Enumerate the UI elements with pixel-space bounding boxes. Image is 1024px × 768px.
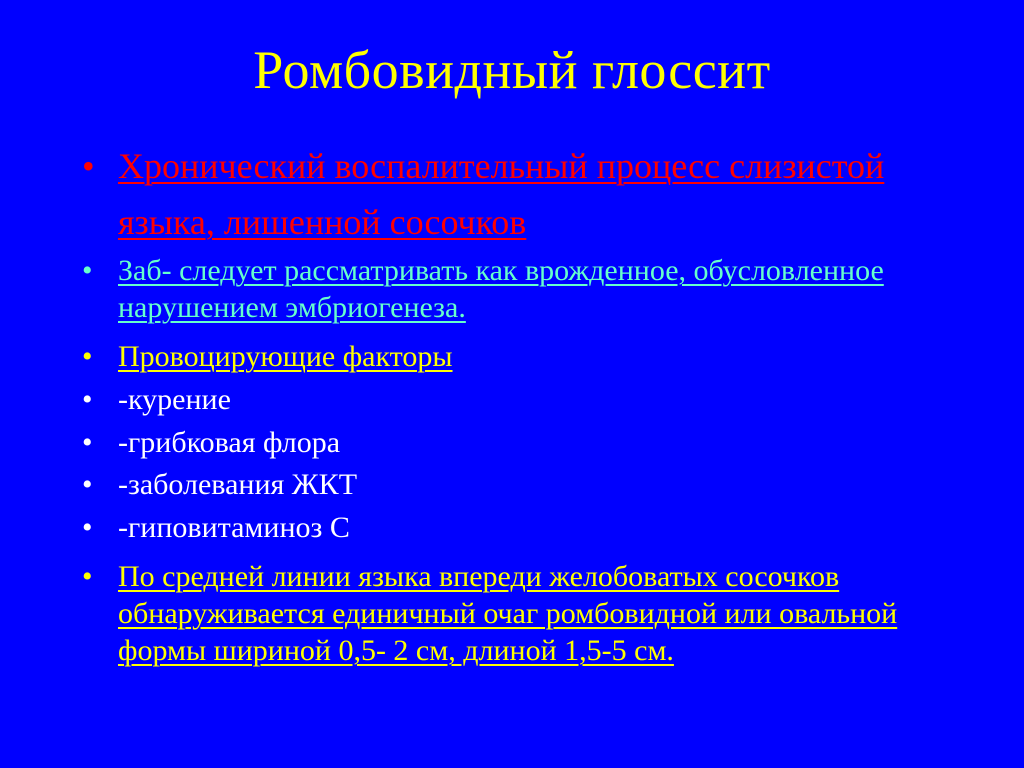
bullet-text: -гиповитаминоз С — [118, 511, 350, 544]
bullet-text: Заб- следует рассматривать как врожденное, обусловленное нарушением эмбриогенеза. — [118, 254, 884, 324]
bullet-text: -курение — [118, 383, 231, 416]
bullet-text: -грибковая флора — [118, 426, 341, 459]
bullet-icon: • — [82, 511, 93, 544]
bullet-text: Провоцирующие факторы — [118, 340, 453, 373]
bullet-icon: • — [82, 254, 93, 287]
bullet-text: -заболевания ЖКТ — [118, 468, 358, 501]
bullet-icon: • — [82, 340, 93, 373]
bullet-icon: • — [82, 560, 93, 593]
slide-title: Ромбовидный глоссит — [253, 40, 771, 100]
bullet-text: По средней линии языка впереди желобоватых сосочков обнаруживается единичный очаг ромбовидной или овальной формы шириной 0,5- 2 см, длиной 1,5-5 см. — [118, 560, 898, 667]
bullet-icon: • — [82, 383, 93, 416]
bullet-icon: • — [82, 146, 95, 186]
bullet-text: Хронический воспалительный процесс слизистой языка, лишенной сосочков — [118, 146, 885, 242]
bullet-icon: • — [82, 468, 93, 501]
bullet-icon: • — [82, 426, 93, 459]
